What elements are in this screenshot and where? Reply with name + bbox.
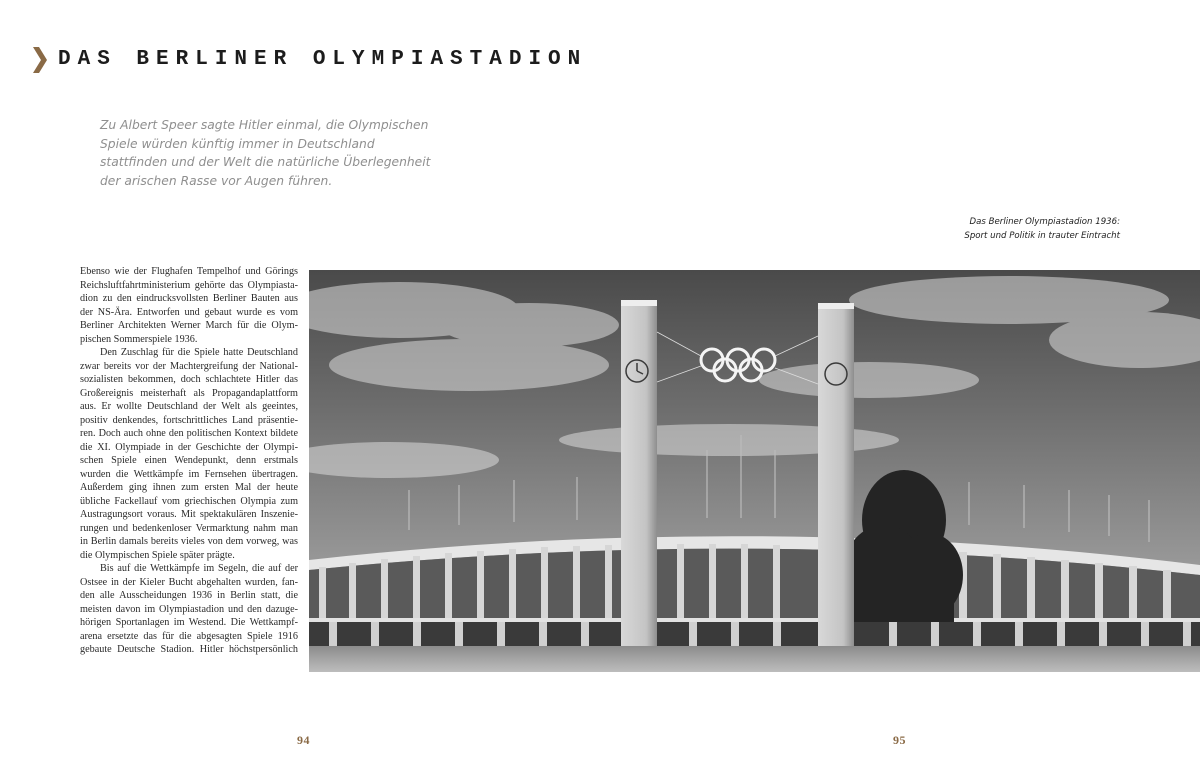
text-line: meisten davon im Olympiastadion und den dazuge- — [80, 603, 298, 615]
text-line: in Berlin damals bereits vieles von dem vorweg, was — [80, 536, 298, 547]
text-line: dion zu den eindrucksvollsten Berliner Bauten aus — [80, 293, 298, 304]
text-line: hörigen Sportanlagen im Westend. Die Wettkampf- — [80, 617, 298, 628]
text-line: Außerdem ging ihnen zum ersten Mal der heute — [80, 482, 298, 493]
text-line: wurden die Wettkämpfe im Fernsehen übertragen. — [80, 468, 298, 480]
quote-line: Zu Albert Speer sagte Hitler einmal, die Olympischen — [100, 118, 429, 132]
text-line: übliche Fackellauf vom griechischen Olympia zum — [80, 495, 298, 507]
paragraph — [80, 562, 298, 657]
text-line: Ostsee in der Kieler Bucht abgehalten wurden, fan- — [80, 576, 298, 588]
page-number-right: 95 — [893, 733, 906, 747]
quote-line: stattfinden und der Welt die natürliche Überlegenheit — [100, 155, 431, 169]
body-text — [80, 265, 298, 657]
paragraph — [80, 265, 298, 346]
text-line: Berliner Architekten Werner March für die Olym- — [80, 320, 298, 331]
stadium-photo — [309, 270, 1200, 672]
text-line: den alle Ausscheidungen 1936 in Berlin statt, die — [80, 590, 298, 601]
caption-line: Das Berliner Olympiastadion 1936: — [969, 217, 1120, 227]
intro-quote — [100, 116, 431, 190]
page-title: DAS BERLINER OLYMPIASTADION — [58, 48, 588, 71]
text-line: die Olympischen Spiele später prägte. — [80, 549, 235, 561]
text-line: sozialisten bekommen, doch schlachtete Hitler das — [80, 374, 298, 385]
left-tower — [621, 300, 657, 646]
text-line: positiv denkendes, fortschrittliches Land präsentie- — [80, 414, 298, 426]
quote-line: Spiele würden künftig immer in Deutschland — [100, 136, 375, 151]
text-line: aus. Er wollte Deutschland der Welt als geeintes, — [80, 401, 298, 412]
text-line: Großereignis meisterhaft als Propagandaplattform — [80, 387, 298, 399]
text-line: der NS-Ära. Entworfen und gebaut wurde es vom — [80, 306, 298, 318]
text-line: arena ersetzte das für die abgesagten Spiele 1916 — [80, 630, 298, 642]
text-line: pischen Sommerspiele 1936. — [80, 333, 198, 345]
photo-caption — [964, 215, 1120, 243]
text-line: Austragungsort voraus. Mit spektakulären Inszenie- — [80, 509, 298, 520]
text-line: ren. Doch auch ohne den politischen Kontext bildete — [80, 428, 298, 439]
text-line: Ebenso wie der Flughafen Tempelhof und Görings — [80, 266, 298, 277]
stadium-base — [309, 618, 1200, 622]
caption-line: Sport und Politik in trauter Eintracht — [964, 231, 1120, 241]
text-line: die XI. Olympiade in der Geschichte der Olympi- — [80, 441, 298, 453]
stadium-lower-arcade — [309, 622, 1200, 646]
text-line: gebaute Deutsche Stadion. Hitler höchstpersönlich — [80, 644, 298, 655]
quote-line: der arischen Rasse vor Augen führen. — [100, 173, 333, 188]
text-line: rungen und bedenkenloser Vermarktung nahm man — [80, 522, 298, 534]
text-line: Reichsluftfahrtministerium gehörte das Olympiasta- — [80, 279, 298, 291]
text-line: Den Zuschlag für die Spiele hatte Deutschland — [100, 347, 298, 358]
text-line: schen Spiele einen Wendepunkt, denn erstmals — [80, 455, 298, 466]
forecourt — [309, 646, 1200, 672]
paragraph — [80, 346, 298, 562]
text-line: Bis auf die Wettkämpfe im Segeln, die auf der — [100, 563, 298, 574]
chevron-icon — [33, 47, 47, 73]
right-tower — [818, 303, 854, 646]
text-line: zwar bereits vor der Machtergreifung der National- — [80, 360, 298, 372]
page-number-left: 94 — [297, 733, 310, 747]
